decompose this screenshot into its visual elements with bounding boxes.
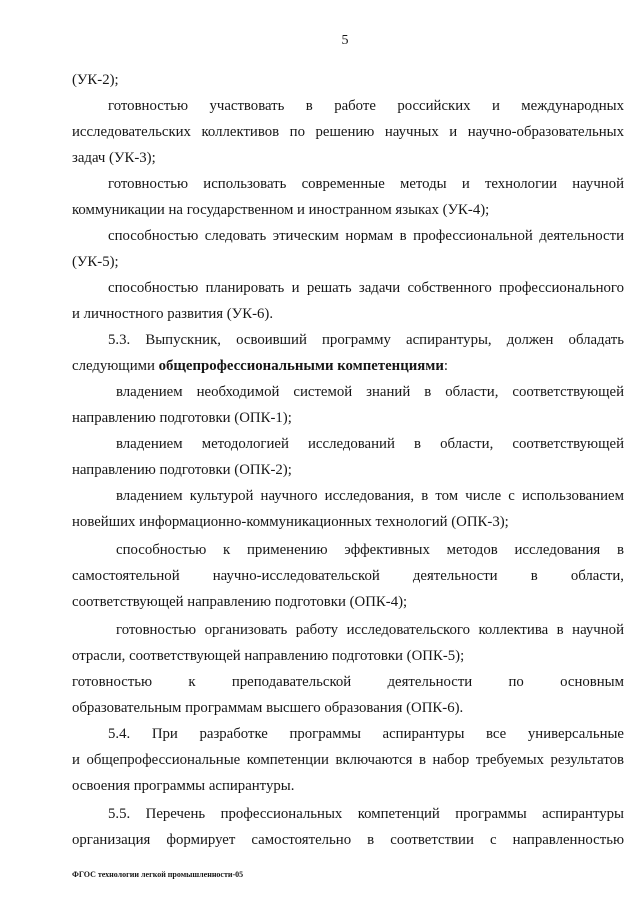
text-line: образовательным программам высшего образования (ОПК-6). bbox=[72, 700, 464, 716]
text-line: задач (УК-3); bbox=[72, 150, 156, 166]
text-line: 5.5. Перечень профессиональных компетенций программы аспирантуры bbox=[108, 806, 624, 822]
text-line: способностью к применению эффективных методов исследования в bbox=[116, 542, 624, 558]
text-line: новейших информационно-коммуникационных технологий (ОПК-3); bbox=[72, 514, 509, 530]
text-line: способностью следовать этическим нормам в профессиональной деятельности bbox=[108, 228, 624, 244]
text-line: готовностью к преподавательской деятельности по основным bbox=[72, 674, 624, 690]
text-line: организация формирует самостоятельно в соответствии с направленностью bbox=[72, 832, 624, 848]
text-line: самостоятельной научно-исследовательской деятельности в области, bbox=[72, 568, 624, 584]
text-line: готовностью организовать работу исследовательского коллектива в научной bbox=[116, 622, 624, 638]
text-line: отрасли, соответствующей направлению подготовки (ОПК-5); bbox=[72, 648, 465, 664]
text-line: исследовательских коллективов по решению научных и научно-образовательных bbox=[72, 124, 624, 140]
text-line: готовностью участвовать в работе российских и международных bbox=[108, 98, 624, 114]
text-line: и личностного развития (УК-6). bbox=[72, 306, 274, 322]
text-line bbox=[72, 356, 624, 376]
text-line: владением необходимой системой знаний в области, соответствующей bbox=[116, 384, 624, 400]
text-run: следующими bbox=[72, 358, 159, 374]
text-line: направлению подготовки (ОПК-2); bbox=[72, 462, 292, 478]
text-line: коммуникации на государственном и иностранном языках (УК-4); bbox=[72, 202, 490, 218]
text-line: (УК-5); bbox=[72, 254, 119, 270]
text-line: соответствующей направлению подготовки (ОПК-4); bbox=[72, 594, 408, 610]
text-line: способностью планировать и решать задачи собственного профессионального bbox=[108, 280, 624, 296]
text-run: : bbox=[443, 358, 448, 374]
text-line: владением методологией исследований в области, соответствующей bbox=[116, 436, 624, 452]
text-line: 5.4. При разработке программы аспирантуры все универсальные bbox=[108, 726, 624, 742]
text-line: 5.3. Выпускник, освоивший программу аспирантуры, должен обладать bbox=[108, 332, 624, 348]
text-line: (УК-2); bbox=[72, 72, 119, 88]
text-line: направлению подготовки (ОПК-1); bbox=[72, 410, 292, 426]
page-number: 5 bbox=[341, 33, 349, 48]
text-line: владением культурой научного исследования, в том числе с использованием bbox=[116, 488, 624, 504]
page-footer: ФГОС технологии легкой промышленности-05 bbox=[72, 870, 244, 879]
bold-term: общепрофессиональными компетенциями bbox=[158, 358, 444, 374]
text-line: готовностью использовать современные методы и технологии научной bbox=[108, 176, 624, 192]
text-line: и общепрофессиональные компетенции включаются в набор требуемых результатов bbox=[72, 752, 624, 768]
text-line: освоения программы аспирантуры. bbox=[72, 778, 295, 794]
